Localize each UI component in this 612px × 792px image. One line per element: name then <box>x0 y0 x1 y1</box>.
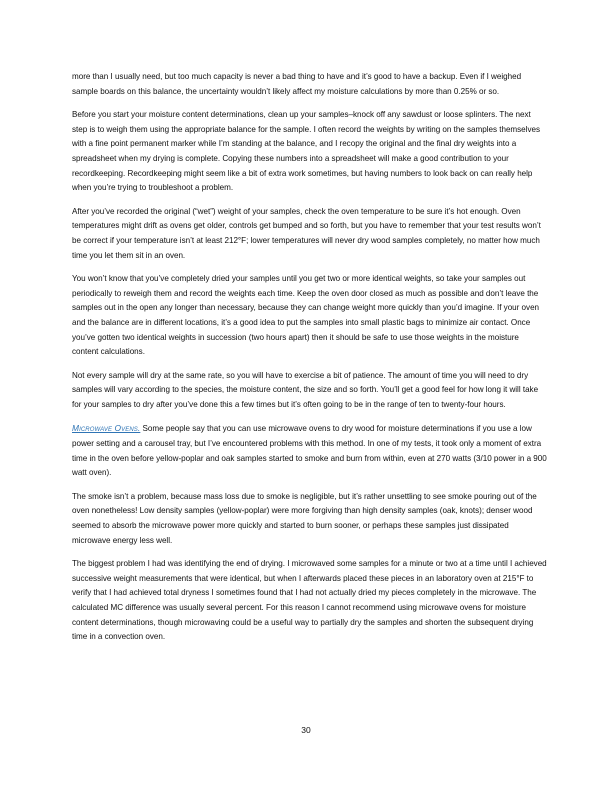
paragraph-microwave-ovens <box>72 421 547 481</box>
paragraph-weighing-samples: Before you start your moisture content determinations, clean up your samples–knock off any sawdust or loose splinters. The next step is to weigh them using the appropriate balance for the sample. I often record the weights by writing on the samples themselves with a fine point permanent marker while I’m standing at the balance, and I recopy the original and the final dry weights into a spreadsheet when my drying is complete. Copying these numbers into a spreadsheet will make a good contribution to your recordkeeping. Recordkeeping might seem like a bit of extra work sometimes, but having numbers to look back on can really help when you’re trying to troubleshoot a problem. <box>72 109 540 193</box>
paragraph-end-of-drying: The biggest problem I had was identifying the end of drying. I microwaved some samples for a minute or two at a time until I achieved successive weight measurements that were identical, but when I afterwards placed these pieces in an laboratory oven at 215°F to verify that I had achieved total dryness I sometimes found that I had not actually dried my pieces completely in the microwave. The calculated MC difference was usually several percent. For this reason I cannot recommend using microwave ovens for moisture content determinations, though microwaving could be a useful way to partially dry the samples and shorten the subsequent drying time in a convection oven. <box>72 558 547 642</box>
page-body <box>72 70 547 654</box>
microwave-ovens-text: Some people say that you can use microwave ovens to dry wood for moisture determinations if you use a low power setting and a carousel tray, but I’ve encountered problems with this method. In one of my tests, it took only a moment of extra time in the oven before yellow-poplar and oak samples started to smoke and burn from within, even at 270 watts (3/10 power in a 900 watt oven). <box>72 424 547 478</box>
paragraph-balance-capacity: more than I usually need, but too much capacity is never a bad thing to have and it’s good to have a backup. Even if I weighed sample boards on this balance, the uncertainty wouldn’t likely affect my moisture calculations by more than 0.25% or so. <box>72 72 522 96</box>
paragraph-smoke: The smoke isn’t a problem, because mass loss due to smoke is negligible, but it’s rather unsettling to see smoke pouring out of the oven nonetheless! Low density samples (yellow-poplar) were more forgiving than high density samples (oak, knots); denser wood seemed to absorb the microwave power more quickly and started to burn sooner, or perhaps these samples just dissipated microwave energy less well. <box>72 491 537 545</box>
page-number: 30 <box>301 725 311 735</box>
section-heading-microwave-ovens[interactable]: Microwave Ovens. <box>72 423 141 434</box>
paragraph-drying-rate: Not every sample will dry at the same rate, so you will have to exercise a bit of patience. The amount of time you will need to dry samples will vary according to the species, the moisture content, the size and so forth. You’ll get a good feel for how long it will take for your samples to dry after you’ve done this a few times but it’s often going to be in the range of ten to twenty-four hours. <box>72 370 539 410</box>
paragraph-identical-weights: You won’t know that you’ve completely dried your samples until you get two or more identical weights, so take your samples out periodically to reweigh them and record the weights each time. Keep the oven door closed as much as possible and don’t leave the samples out in the open any longer than necessary, because they can change weight more quickly than you’d imagine. If your oven and the balance are in different locations, it’s a good idea to put the samples into small plastic bags to minimize air contact. Once you’ve gotten two identical weights in succession (two hours apart) then it should be safe to use those weights in the moisture content calculations. <box>72 273 540 357</box>
paragraph-oven-temperature: After you’ve recorded the original (“wet”) weight of your samples, check the oven temperature to be sure it’s hot enough. Oven temperatures might drift as ovens get older, controls get bumped and so forth, but you have to remember that your test results won’t be correct if your temperature isn’t at least 212°F; lower temperatures will never dry wood samples completely, no matter how much time you let them sit in an oven. <box>72 206 541 260</box>
